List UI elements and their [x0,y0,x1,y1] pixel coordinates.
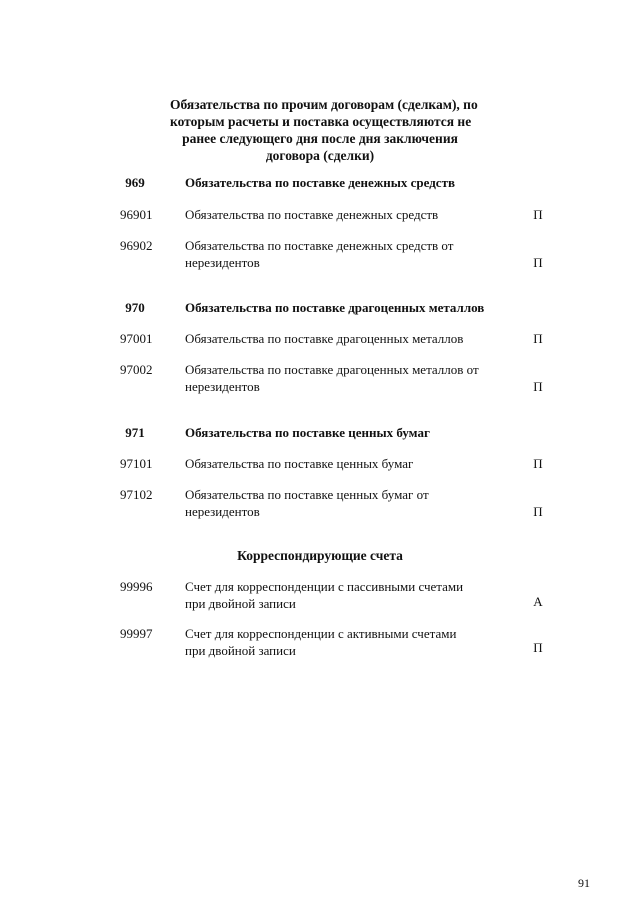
account-description [185,486,505,520]
account-code: 97002 [120,362,153,377]
page-number: 91 [578,876,590,890]
account-description-line: Счет для корреспонденции с пассивными счетами [185,579,464,594]
group-title: Обязательства по поставке ценных бумаг [185,425,430,440]
account-description [185,455,505,472]
account-description-line: Обязательства по поставке драгоценных металлов от [185,362,479,377]
account-code: 97001 [120,331,153,346]
account-type: П [533,255,543,270]
account-type: А [533,594,543,609]
account-type: П [533,207,543,222]
account-description-line: нерезидентов [185,504,260,519]
account-description-line: Обязательства по поставке драгоценных металлов [185,331,464,346]
account-description [185,578,505,612]
account-description-line: при двойной записи [185,596,296,611]
account-code: 97102 [120,487,153,502]
account-description [185,237,505,271]
account-code: 99996 [120,579,153,594]
account-description [185,625,505,659]
group-title: Обязательства по поставке драгоценных металлов [185,300,485,315]
account-description-line: при двойной записи [185,643,296,658]
account-type: П [533,379,543,394]
account-code: 96902 [120,238,153,253]
group-title: Обязательства по поставке денежных средств [185,175,455,190]
corresponding-accounts-title: Корреспондирующие счета [237,548,403,563]
group-code: 971 [125,425,145,440]
account-type: П [533,331,543,346]
account-description-line: Счет для корреспонденции с активными счетами [185,626,457,641]
heading-line: ранее следующего дня после дня заключения [182,131,458,146]
account-description [185,361,505,395]
account-description-line: Обязательства по поставке ценных бумаг от [185,487,429,502]
account-type: П [533,504,543,519]
account-description [185,330,505,347]
heading-line: договора (сделки) [265,148,375,163]
account-description-line: Обязательства по поставке ценных бумаг [185,456,414,471]
account-description-line: Обязательства по поставке денежных средств [185,207,439,222]
account-type: П [533,456,543,471]
heading-line: которым расчеты и поставка осуществляются не [170,114,472,129]
section-heading [170,96,478,164]
heading-line: Обязательства по прочим договорам (сделкам), по [170,97,478,112]
account-description-line: нерезидентов [185,255,260,270]
account-description-line: нерезидентов [185,379,260,394]
account-type: П [533,640,543,655]
account-description [185,206,505,223]
account-description-line: Обязательства по поставке денежных средств от [185,238,454,253]
account-code: 99997 [120,626,153,641]
group-code: 969 [125,175,145,190]
group-code: 970 [125,300,145,315]
account-code: 96901 [120,207,153,222]
account-code: 97101 [120,456,153,471]
